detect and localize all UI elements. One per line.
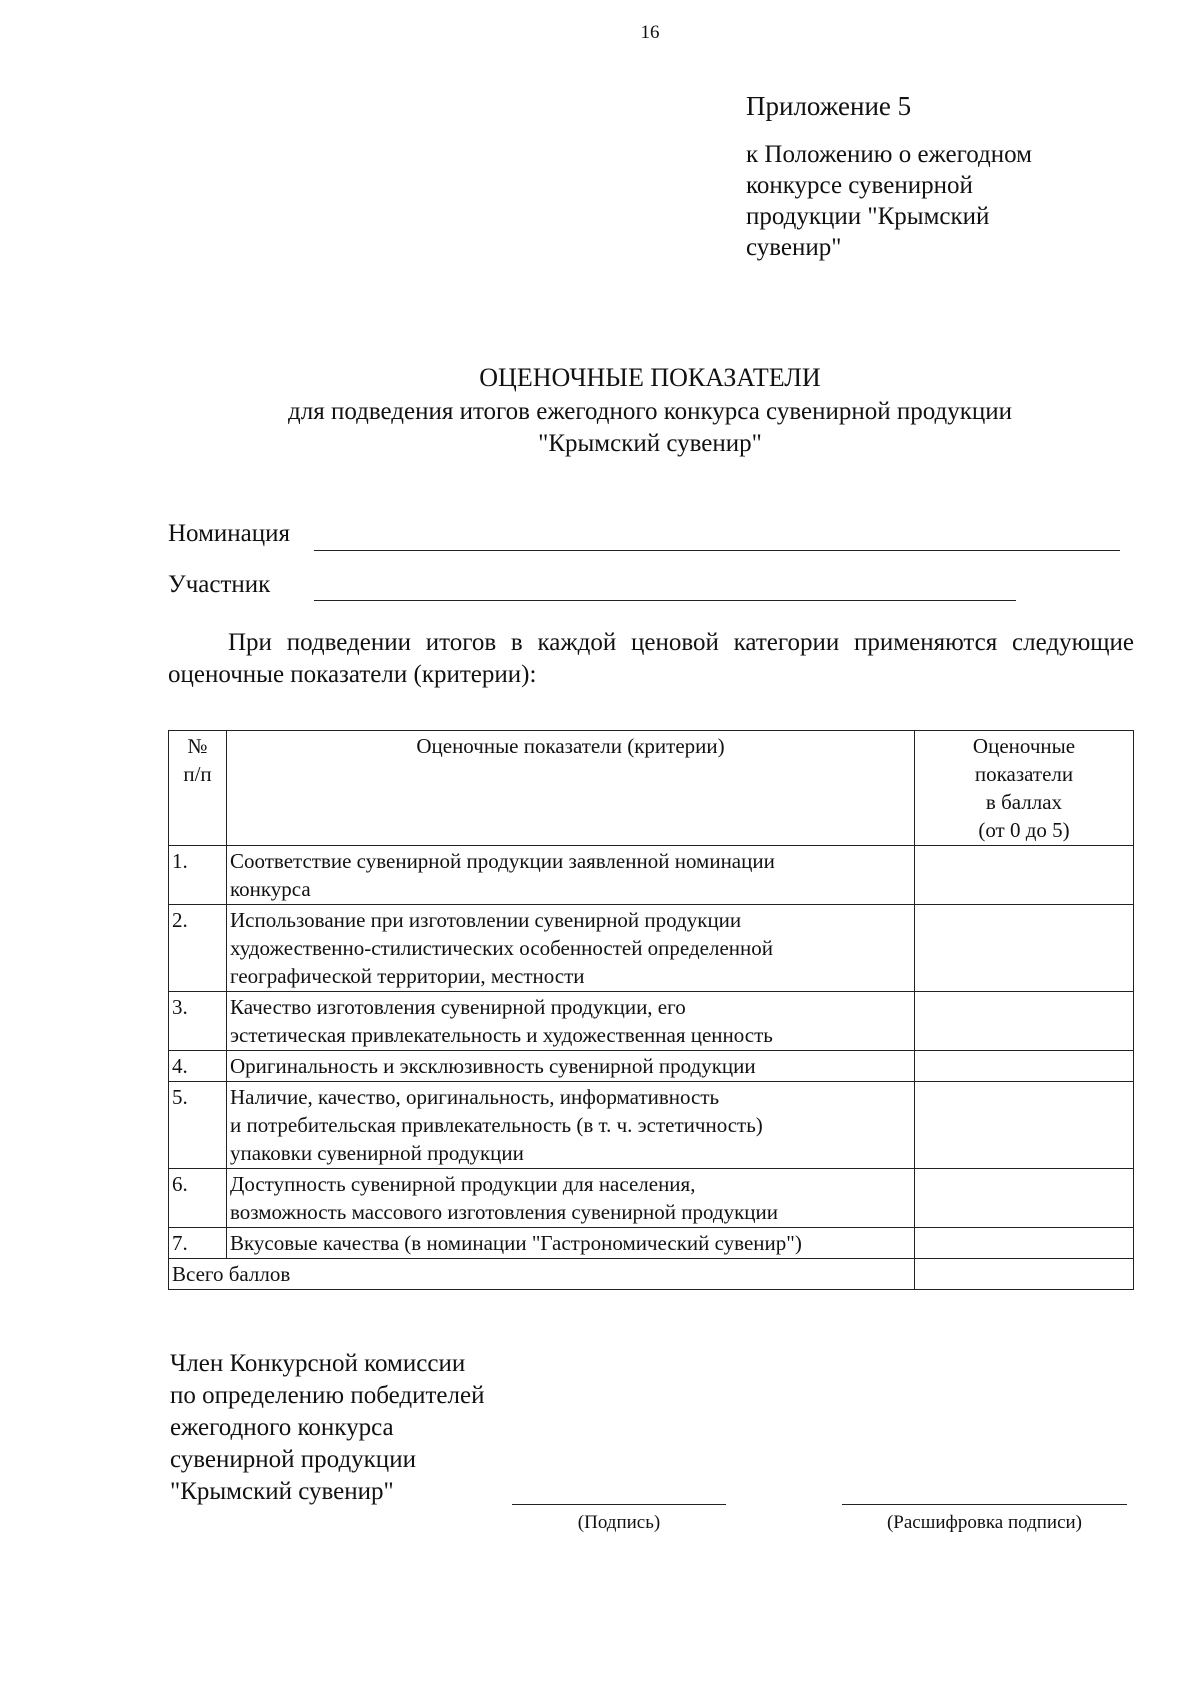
table-header-row bbox=[169, 731, 1134, 846]
table-row bbox=[169, 846, 1134, 905]
row-number: 4. bbox=[169, 1051, 227, 1082]
row-score-cell[interactable] bbox=[915, 846, 1134, 905]
row-criterion bbox=[227, 1051, 915, 1082]
header-score-line: показатели bbox=[974, 762, 1074, 786]
criterion-line: упаковки сувенирной продукции bbox=[230, 1141, 524, 1165]
appendix-reference-line: сувенир" bbox=[746, 234, 842, 261]
subtitle-line: "Крымский сувенир" bbox=[538, 430, 762, 457]
row-number: 3. bbox=[169, 992, 227, 1051]
row-score-cell[interactable] bbox=[915, 1051, 1134, 1082]
row-number: 1. bbox=[169, 846, 227, 905]
criterion-line: Доступность сувенирной продукции для населения, bbox=[230, 1172, 696, 1196]
row-criterion bbox=[227, 905, 915, 992]
row-number: 2. bbox=[169, 905, 227, 992]
criterion-line: Качество изготовления сувенирной продукции, его bbox=[230, 995, 686, 1019]
signature-line-text: по определению победителей bbox=[170, 1382, 485, 1409]
row-criterion bbox=[227, 1082, 915, 1169]
signature-line-text: ежегодного конкурса bbox=[170, 1414, 394, 1441]
intro-paragraph: При подведении итогов в каждой ценовой категории применяются следующие оценочные показатели (критерии): bbox=[168, 629, 1134, 688]
nomination-line[interactable] bbox=[314, 550, 1120, 551]
header-number-line: № bbox=[187, 734, 208, 758]
participant-line[interactable] bbox=[314, 600, 1016, 601]
header-criteria: Оценочные показатели (критерии) bbox=[227, 731, 915, 846]
table-row bbox=[169, 905, 1134, 992]
document-subtitle bbox=[0, 396, 1200, 460]
participant-label: Участник bbox=[168, 571, 271, 598]
signature-line-text: сувенирной продукции bbox=[170, 1446, 416, 1473]
criterion-line: Вкусовые качества (в номинации "Гастрономический сувенир") bbox=[230, 1231, 802, 1255]
table-row bbox=[169, 1051, 1134, 1082]
appendix-reference bbox=[746, 139, 1146, 263]
page-number: 16 bbox=[640, 22, 660, 43]
row-criterion bbox=[227, 846, 915, 905]
criterion-line: художественно-стилистических особенностей определенной bbox=[230, 936, 773, 960]
criterion-line: географической территории, местности bbox=[230, 964, 585, 988]
header-score-line: в баллах bbox=[985, 790, 1063, 814]
row-number: 5. bbox=[169, 1082, 227, 1169]
row-criterion bbox=[227, 992, 915, 1051]
criteria-table bbox=[168, 730, 1134, 1290]
row-criterion bbox=[227, 1228, 915, 1259]
criteria-table-body bbox=[169, 846, 1134, 1259]
total-label: Всего баллов bbox=[169, 1259, 915, 1290]
nomination-label: Номинация bbox=[168, 520, 291, 547]
signature-caption: (Подпись) bbox=[577, 1512, 661, 1533]
header-score-line: Оценочные bbox=[972, 734, 1076, 758]
appendix-title: Приложение 5 bbox=[746, 91, 912, 121]
criterion-line: эстетическая привлекательность и художественная ценность bbox=[230, 1023, 773, 1047]
criterion-line: возможность массового изготовления сувенирной продукции bbox=[230, 1200, 779, 1224]
header-score-line: (от 0 до 5) bbox=[978, 818, 1070, 842]
row-criterion bbox=[227, 1169, 915, 1228]
total-row bbox=[169, 1259, 1134, 1290]
row-score-cell[interactable] bbox=[915, 905, 1134, 992]
document-title: ОЦЕНОЧНЫЕ ПОКАЗАТЕЛИ bbox=[479, 363, 821, 392]
row-score-cell[interactable] bbox=[915, 1169, 1134, 1228]
total-score-cell[interactable] bbox=[915, 1259, 1134, 1290]
criterion-line: Соответствие сувенирной продукции заявленной номинации bbox=[230, 849, 775, 873]
criterion-line: Использование при изготовлении сувенирной продукции bbox=[230, 908, 742, 932]
criterion-line: Оригинальность и эксклюзивность сувенирной продукции bbox=[230, 1054, 756, 1078]
criterion-line: и потребительская привлекательность (в т. ч. эстетичность) bbox=[230, 1113, 763, 1137]
criterion-line: конкурса bbox=[230, 877, 311, 901]
signature-decoding-caption: (Расшифровка подписи) bbox=[886, 1512, 1083, 1533]
row-number: 7. bbox=[169, 1228, 227, 1259]
table-row bbox=[169, 1228, 1134, 1259]
row-number: 6. bbox=[169, 1169, 227, 1228]
signature-line-text: "Крымский сувенир" bbox=[170, 1478, 394, 1505]
table-row bbox=[169, 1169, 1134, 1228]
appendix-reference-line: к Положению о ежегодном bbox=[746, 141, 1032, 168]
table-row bbox=[169, 1082, 1134, 1169]
row-score-cell[interactable] bbox=[915, 1228, 1134, 1259]
signature-decoding-line[interactable] bbox=[842, 1504, 1127, 1505]
header-number-line: п/п bbox=[183, 762, 212, 786]
appendix-reference-line: конкурсе сувенирной bbox=[746, 172, 973, 199]
header-number bbox=[169, 731, 227, 846]
appendix-reference-line: продукции "Крымский bbox=[746, 203, 990, 230]
signature-line[interactable] bbox=[512, 1504, 726, 1505]
signature-line-text: Член Конкурсной комиссии bbox=[170, 1350, 466, 1377]
subtitle-line: для подведения итогов ежегодного конкурса сувенирной продукции bbox=[288, 398, 1012, 425]
signature-block bbox=[170, 1348, 484, 1508]
header-score bbox=[915, 731, 1134, 846]
row-score-cell[interactable] bbox=[915, 992, 1134, 1051]
criterion-line: Наличие, качество, оригинальность, информативность bbox=[230, 1085, 720, 1109]
table-row bbox=[169, 992, 1134, 1051]
row-score-cell[interactable] bbox=[915, 1082, 1134, 1169]
